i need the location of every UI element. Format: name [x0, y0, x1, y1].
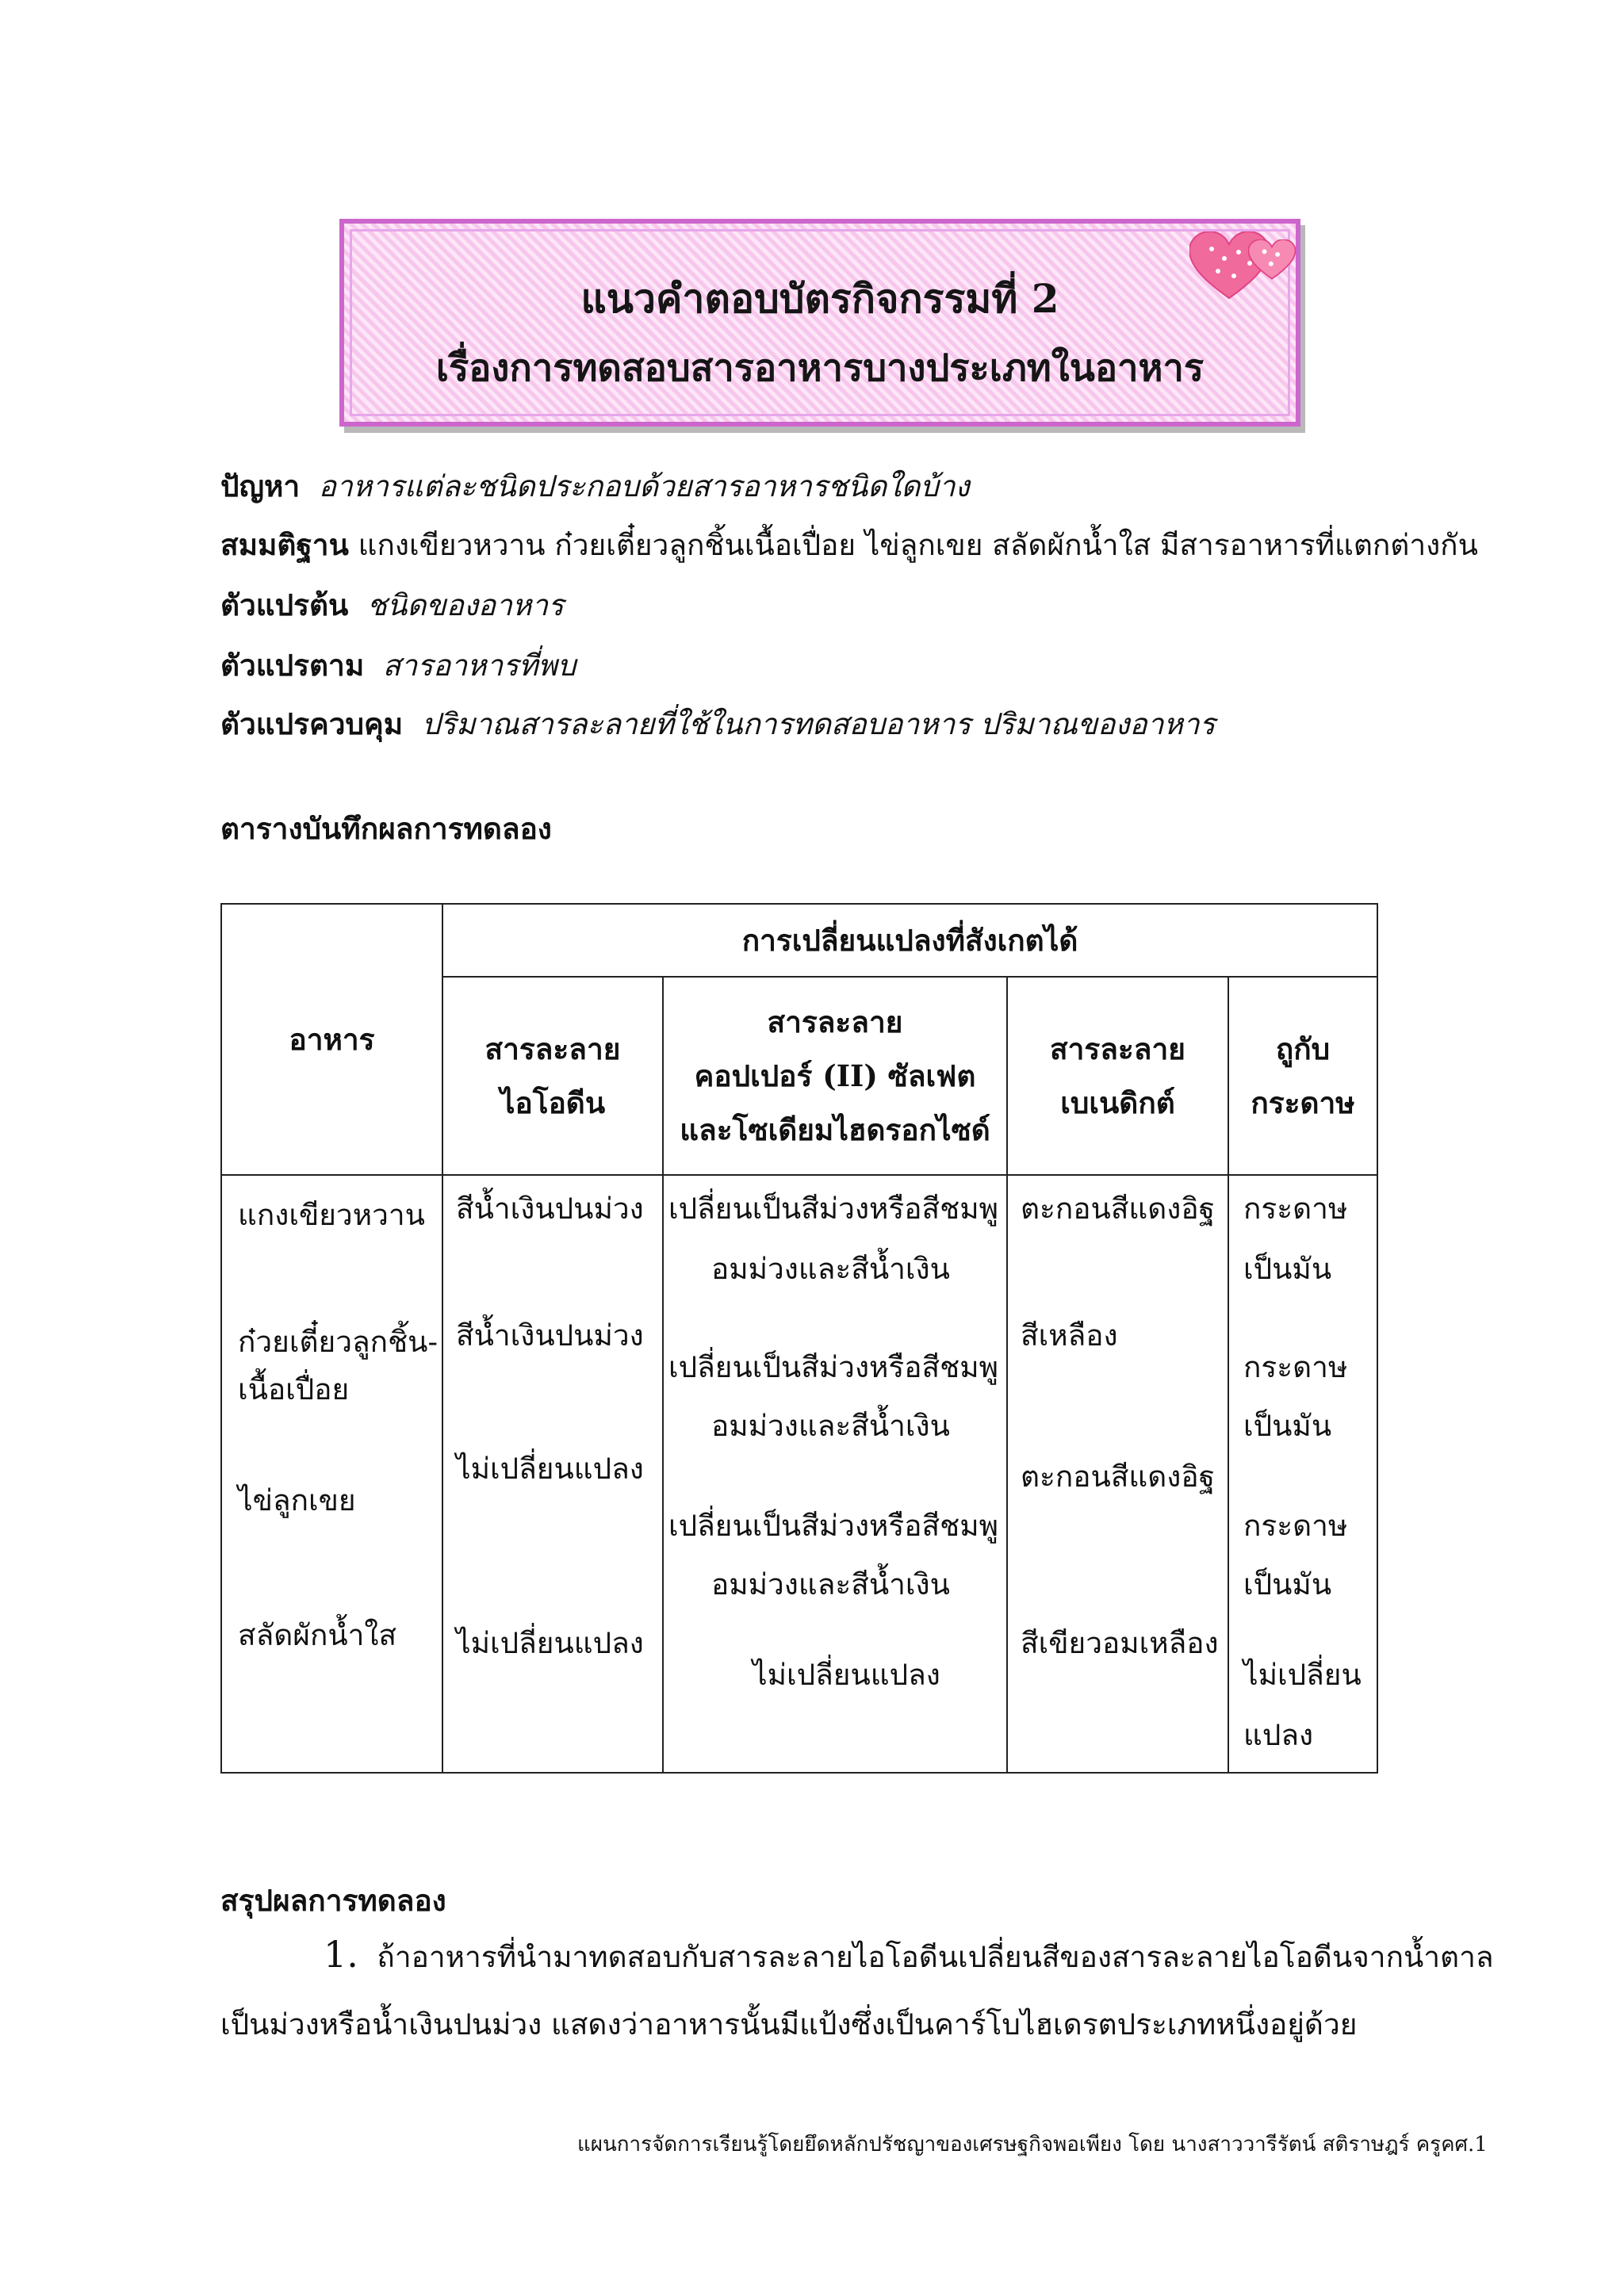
controlled-variable-label: ตัวแปรควบคุม	[220, 706, 404, 741]
food-column	[221, 1175, 442, 1773]
paper-header-line-2: กระดาษ	[1251, 1085, 1355, 1120]
title-line-2: เรื่องการทดสอบสารอาหารบางประเภทในอาหาร	[435, 346, 1205, 390]
benedict-header-line-1: สารละลาย	[1050, 1031, 1185, 1066]
summary-item-1-continued: เป็นม่วงหรือน้ำเงินปนม่วง แสดงว่าอาหารนั้นมีแป้งซึ่งเป็นคาร์โบไฮเดรตประเภทหนึ่งอยู่ด้วย	[220, 2007, 1358, 2042]
iodine-result: ไม่เปลี่ยนแปลง	[456, 1452, 644, 1486]
hypothesis-line	[220, 522, 1478, 568]
page-footer: แผนการจัดการเรียนรู้โดยยึดหลักปรัชญาของเศรษฐกิจพอเพียง โดย นางสาววารีรัตน์ สติราษฎร์ ครูคศ.1	[577, 2133, 1488, 2156]
hypothesis-value: แกงเขียวหวาน ก๋วยเตี๋ยวลูกชิ้นเนื้อเปื่อย ไข่ลูกเขย สลัดผักน้ำใส มีสารอาหารที่แตกต่างกัน	[358, 528, 1478, 562]
iodine-column	[442, 1175, 663, 1773]
hypothesis-label: สมมติฐาน	[220, 527, 349, 562]
controlled-variable-line	[220, 701, 1215, 748]
copper-result-continued: อมม่วงและสีน้ำเงิน	[711, 1409, 950, 1443]
results-table	[220, 903, 1378, 1774]
paper-result-continued: เป็นมัน	[1243, 1252, 1332, 1286]
paper-header-line-1: ถูกับ	[1275, 1031, 1331, 1066]
iodine-header-line-2: ไอโอดีน	[500, 1085, 606, 1120]
copper-result: เปลี่ยนเป็นสีม่วงหรือสีชมพู	[668, 1509, 998, 1543]
title-banner	[339, 219, 1300, 427]
heart-icon	[1248, 239, 1296, 281]
problem-value: อาหารแต่ละชนิดประกอบด้วยสารอาหารชนิดใดบ้าง	[318, 469, 970, 503]
food-item: แกงเขียวหวาน	[238, 1198, 425, 1232]
iodine-result: ไม่เปลี่ยนแปลง	[456, 1626, 644, 1660]
independent-variable-line	[220, 582, 564, 629]
paper-result-continued: เป็นมัน	[1243, 1409, 1332, 1443]
paper-result: กระดาษ	[1243, 1192, 1348, 1226]
summary-item-text: ถ้าอาหารที่นำมาทดสอบกับสารละลายไอโอดีนเปลี่ยนสีของสารละลายไอโอดีนจากน้ำตาล	[377, 1940, 1494, 1974]
benedict-result: สีเขียวอมเหลือง	[1021, 1626, 1219, 1660]
food-item: สลัดผักน้ำใส	[238, 1618, 397, 1652]
iodine-header-line-1: สารละลาย	[485, 1031, 621, 1066]
problem-line	[220, 463, 970, 510]
benedict-column	[1007, 1175, 1228, 1773]
summary-item-1	[324, 1933, 1494, 1980]
paper-result: ไม่เปลี่ยน	[1243, 1658, 1362, 1692]
iodine-header	[442, 977, 663, 1175]
benedict-header	[1007, 977, 1228, 1175]
dependent-variable-value: สารอาหารที่พบ	[382, 649, 576, 683]
independent-variable-label: ตัวแปรต้น	[220, 587, 349, 622]
summary-title: สรุปผลการทดลอง	[220, 1883, 446, 1918]
copper-header-line-3: และโซเดียมไฮดรอกไซด์	[680, 1112, 990, 1147]
copper-sulfate-header	[663, 977, 1007, 1175]
dependent-variable-line	[220, 642, 576, 689]
observed-changes-header: การเปลี่ยนแปลงที่สังเกตได้	[442, 904, 1377, 977]
paper-result-continued: เป็นมัน	[1243, 1567, 1332, 1601]
copper-header-line-2: คอปเปอร์ (II) ซัลเฟต	[694, 1058, 976, 1093]
copper-result-continued: อมม่วงและสีน้ำเงิน	[711, 1252, 950, 1286]
benedict-header-line-2: เบเนดิกต์	[1060, 1085, 1175, 1120]
iodine-result: สีน้ำเงินปนม่วง	[456, 1318, 644, 1353]
food-item: ไข่ลูกเขย	[238, 1483, 356, 1517]
copper-result: เปลี่ยนเป็นสีม่วงหรือสีชมพู	[668, 1192, 998, 1226]
title-line-1: แนวคำตอบบัตรกิจกรรมที่ 2	[580, 275, 1059, 322]
paper-rub-column	[1228, 1175, 1377, 1773]
summary-item-number: 1.	[324, 1933, 358, 1976]
table-section-title: ตารางบันทึกผลการทดลอง	[220, 811, 552, 846]
iodine-result: สีน้ำเงินปนม่วง	[456, 1192, 644, 1226]
food-item: ก๋วยเตี๋ยวลูกชิ้น-	[238, 1325, 438, 1359]
benedict-result: ตะกอนสีแดงอิฐ	[1021, 1192, 1215, 1226]
copper-result-continued: อมม่วงและสีน้ำเงิน	[711, 1567, 950, 1601]
problem-label: ปัญหา	[220, 469, 301, 503]
benedict-result: ตะกอนสีแดงอิฐ	[1021, 1460, 1215, 1494]
paper-rub-header	[1228, 977, 1377, 1175]
paper-result: กระดาษ	[1243, 1509, 1348, 1543]
copper-result: ไม่เปลี่ยนแปลง	[753, 1658, 940, 1692]
benedict-result: สีเหลือง	[1021, 1318, 1118, 1353]
food-header: อาหาร	[221, 904, 442, 1175]
independent-variable-value: ชนิดของอาหาร	[366, 588, 564, 622]
copper-header-line-1: สารละลาย	[767, 1004, 903, 1039]
paper-result: กระดาษ	[1243, 1350, 1348, 1384]
dependent-variable-label: ตัวแปรตาม	[220, 648, 365, 683]
controlled-variable-value: ปริมาณสารละลายที่ใช้ในการทดสอบอาหาร ปริมาณของอาหาร	[421, 707, 1216, 741]
copper-result: เปลี่ยนเป็นสีม่วงหรือสีชมพู	[668, 1350, 998, 1384]
copper-sulfate-column	[663, 1175, 1007, 1773]
food-item-continued: เนื้อเปื่อย	[238, 1372, 350, 1406]
paper-result-continued: แปลง	[1243, 1718, 1314, 1752]
